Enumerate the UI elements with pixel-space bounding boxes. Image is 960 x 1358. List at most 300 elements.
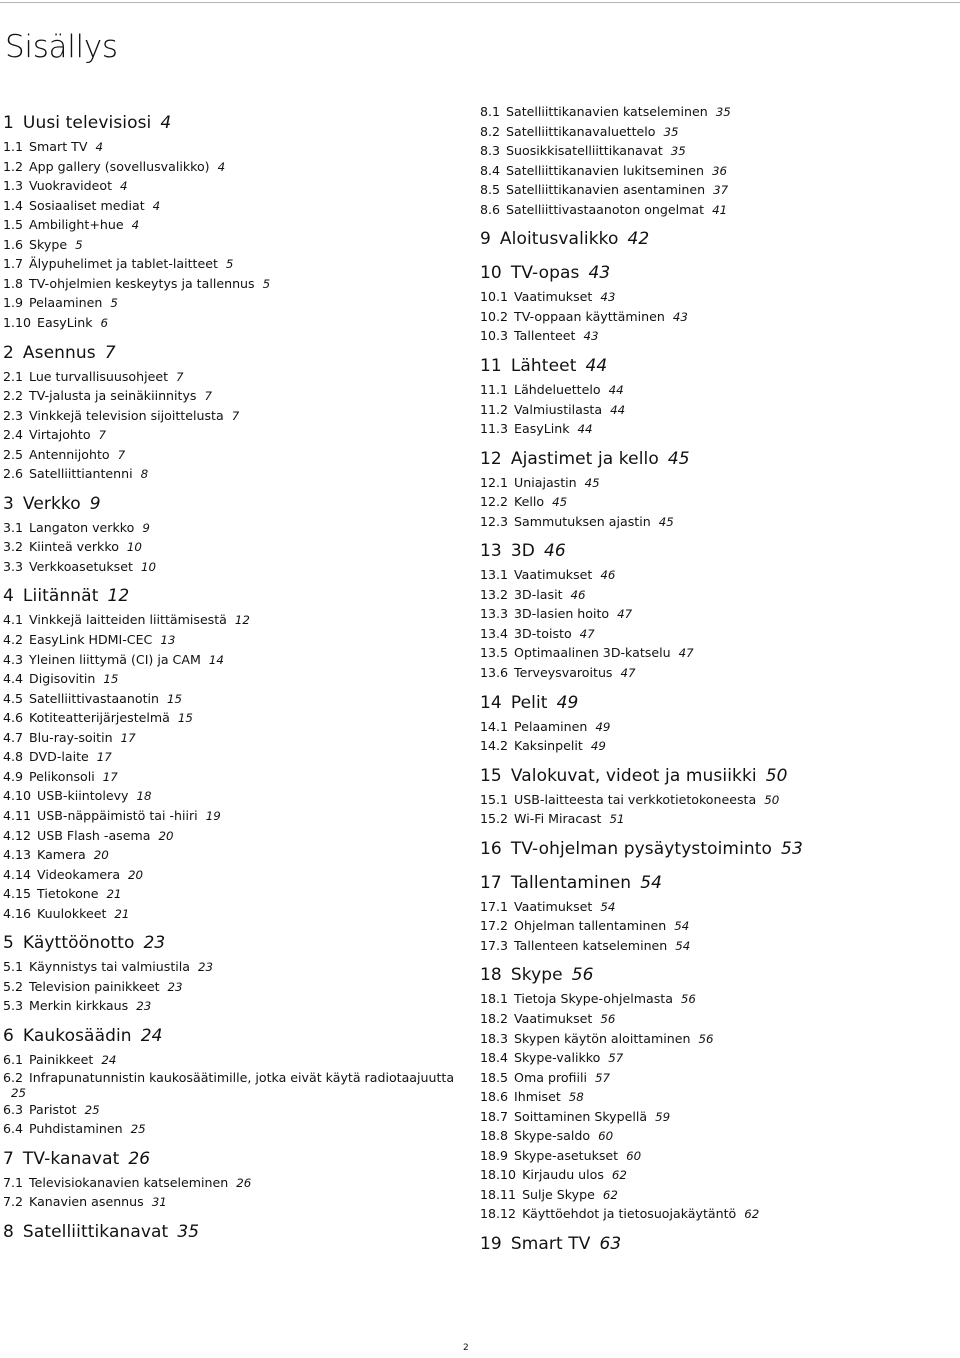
toc-subsection[interactable] [3, 905, 129, 923]
toc-subsection[interactable] [3, 787, 152, 805]
toc-entry-number: 15.2 [480, 811, 509, 827]
toc-subsection[interactable] [3, 651, 224, 669]
toc-subsection[interactable] [480, 288, 615, 306]
toc-entry-title: Vaatimukset [514, 567, 593, 583]
toc-entry-number: 4.11 [3, 807, 32, 823]
toc-entry-page: 17 [96, 750, 112, 765]
toc-entry-title: Kaukosäädin [22, 1025, 132, 1046]
toc-subsection[interactable] [3, 729, 136, 747]
toc-entry-page: 5 [262, 276, 271, 291]
toc-subsection[interactable] [3, 1101, 100, 1119]
toc-entry-page: 31 [151, 1195, 167, 1210]
toc-subsection[interactable] [480, 493, 567, 511]
toc-entry-number: 1.9 [3, 295, 24, 311]
toc-entry-number: 18.10 [480, 1167, 517, 1183]
toc-entry-page: 49 [595, 719, 611, 734]
toc-section[interactable] [480, 692, 578, 714]
toc-entry-page: 50 [765, 765, 788, 786]
toc-entry-page: 7 [231, 408, 240, 423]
toc-entry-number: 2 [3, 342, 14, 363]
toc-subsection[interactable] [480, 1147, 641, 1165]
toc-entry-title: 3D-lasit [514, 586, 563, 602]
toc-subsection[interactable] [3, 1051, 116, 1069]
toc-entry-title: Valokuvat, videot ja musiikki [510, 765, 757, 786]
toc-entry-title: Sulje Skype [522, 1186, 595, 1202]
toc-entry-title: Tallentaminen [510, 872, 632, 893]
toc-section[interactable] [480, 765, 788, 787]
toc-entry-number: 4.1 [3, 612, 24, 628]
toc-section[interactable] [480, 262, 610, 284]
toc-entry-title: Kaksinpelit [514, 738, 583, 754]
toc-subsection[interactable] [480, 917, 689, 935]
toc-entry-title: Satelliittikanavien asentaminen [506, 182, 706, 198]
toc-entry-number: 2.3 [3, 407, 24, 423]
toc-subsection[interactable] [3, 314, 108, 332]
toc-subsection[interactable] [3, 197, 160, 215]
toc-entry-title: Merkin kirkkaus [29, 998, 129, 1014]
toc-subsection[interactable] [3, 177, 128, 195]
toc-entry-title: Skype-valikko [514, 1050, 601, 1066]
toc-subsection[interactable] [480, 1127, 613, 1145]
toc-subsection[interactable] [3, 1120, 146, 1138]
toc-subsection[interactable] [480, 181, 728, 199]
toc-subsection[interactable] [480, 586, 586, 604]
toc-entry-page: 19 [205, 808, 221, 823]
toc-entry-page: 44 [610, 402, 626, 417]
toc-entry-title: Televisiokanavien katseleminen [29, 1174, 229, 1190]
toc-entry-page: 4 [217, 159, 226, 174]
toc-entry-page: 13 [160, 633, 176, 647]
toc-entry-number: 4.2 [3, 632, 24, 647]
toc-entry-title: TV-oppaan käyttäminen [514, 308, 665, 324]
toc-entry-number: 5.2 [3, 978, 24, 994]
toc-entry-title: Skypen käytön aloittaminen [514, 1030, 691, 1046]
toc-section[interactable] [480, 355, 607, 377]
toc-entry-number: 15.1 [480, 791, 509, 807]
toc-entry-title: Tallenteen katseleminen [514, 937, 668, 953]
toc-entry-number: 18.11 [480, 1186, 517, 1202]
toc-subsection[interactable] [480, 474, 600, 492]
toc-entry-number: 13.4 [480, 625, 509, 641]
toc-entry-title: Skype-asetukset [514, 1147, 619, 1163]
toc-entry-title: Vinkkejä laitteiden liittämisestä [29, 612, 227, 628]
toc-subsection[interactable] [480, 1030, 713, 1048]
toc-entry-title: Uniajastin [514, 474, 577, 490]
toc-entry-page: 44 [577, 422, 593, 437]
toc-subsection[interactable] [3, 294, 118, 312]
toc-entry-number: 7.2 [3, 1194, 24, 1210]
toc-subsection[interactable] [3, 997, 151, 1015]
toc-entry-page: 60 [626, 1148, 642, 1163]
toc-entry-title: Pelit [510, 692, 548, 713]
toc-entry-page: 25 [130, 1122, 146, 1137]
toc-subsection[interactable] [3, 519, 150, 537]
toc-subsection[interactable] [480, 308, 688, 326]
toc-entry-page: 18 [136, 789, 152, 804]
toc-entry-number: 11.2 [480, 401, 509, 417]
toc-entry-title: Satelliittivastaanotin [29, 690, 160, 706]
toc-subsection[interactable] [480, 1205, 759, 1223]
toc-entry-number: 18.8 [480, 1128, 509, 1144]
toc-entry-number: 10.2 [480, 308, 509, 324]
toc-subsection[interactable] [3, 138, 103, 156]
toc-entry-title: Paristot [29, 1101, 77, 1117]
toc-entry-page: 35 [670, 144, 686, 159]
toc-entry-title: Satelliittikanavien katseleminen [506, 104, 708, 119]
toc-entry-page: 7 [204, 389, 213, 404]
toc-entry-page: 54 [600, 899, 616, 914]
toc-entry-number: 1 [3, 113, 14, 133]
toc-entry-page: 62 [744, 1207, 760, 1222]
toc-entry-number: 11.3 [480, 421, 509, 437]
toc-entry-page: 10 [126, 540, 142, 555]
toc-entry-title: Sammutuksen ajastin [514, 513, 651, 529]
toc-entry-page: 43 [588, 263, 611, 284]
toc-subsection[interactable] [480, 162, 727, 180]
toc-entry-number: 7.1 [3, 1174, 24, 1190]
toc-entry-page: 9 [142, 520, 150, 535]
toc-subsection[interactable] [480, 791, 779, 809]
toc-subsection[interactable] [480, 1108, 670, 1126]
toc-subsection[interactable] [480, 201, 727, 219]
toc-section[interactable] [3, 112, 171, 134]
toc-entry-number: 17.2 [480, 918, 509, 934]
toc-entry-page: 21 [106, 887, 122, 902]
toc-entry-title: TV-kanavat [22, 1148, 120, 1169]
toc-section[interactable] [3, 493, 101, 515]
toc-entry-title: Ajastimet ja kello [510, 448, 659, 469]
toc-entry-title: Virtajohto [29, 427, 91, 443]
toc-subsection[interactable] [3, 768, 118, 786]
toc-section[interactable] [3, 1221, 199, 1243]
toc-subsection[interactable] [480, 566, 615, 584]
toc-entry-title: Tietoja Skype-ohjelmasta [514, 991, 673, 1007]
toc-entry-title: Vaatimukset [514, 1010, 593, 1026]
toc-entry-number: 3.1 [3, 519, 24, 535]
toc-entry-title: Satelliittikanavat [22, 1221, 169, 1242]
toc-entry-title: Painikkeet [29, 1051, 94, 1067]
toc-entry-page: 17 [120, 730, 136, 745]
toc-entry-title: Puhdistaminen [29, 1121, 123, 1137]
toc-entry-title: Vinkkejä television sijoittelusta [29, 407, 224, 423]
toc-entry-page: 15 [177, 711, 193, 726]
toc-entry-title: Satelliittikanavien lukitseminen [506, 162, 704, 178]
toc-entry-title: Suosikkisatelliittikanavat [506, 143, 663, 159]
toc-section[interactable] [480, 872, 662, 894]
toc-section[interactable] [480, 1233, 621, 1255]
toc-entry-number: 4.15 [3, 886, 32, 902]
toc-entry-title: Asennus [22, 342, 96, 363]
toc-subsection[interactable] [480, 1049, 623, 1067]
toc-entry-number: 4.10 [3, 788, 32, 804]
toc-entry-number: 6.2 [3, 1070, 24, 1086]
toc-entry-number: 1.1 [3, 139, 24, 154]
toc-entry-number: 19 [480, 1234, 502, 1254]
toc-subsection[interactable] [480, 513, 674, 531]
toc-entry-title: Vaatimukset [514, 289, 593, 305]
toc-entry-page: 25 [84, 1102, 100, 1117]
toc-subsection[interactable] [480, 327, 599, 345]
toc-section[interactable] [3, 1148, 150, 1170]
toc-entry-number: 1.4 [3, 197, 24, 213]
toc-entry-number: 18.9 [480, 1147, 509, 1163]
toc-subsection[interactable] [3, 690, 182, 708]
toc-subsection[interactable] [480, 401, 625, 419]
toc-entry-number: 8 [3, 1221, 14, 1242]
toc-entry-page: 7 [176, 369, 184, 384]
toc-entry-number: 10.3 [480, 328, 509, 344]
toc-entry-title: TV-opas [510, 263, 580, 284]
toc-subsection[interactable] [3, 827, 173, 845]
toc-subsection[interactable] [3, 216, 139, 234]
toc-entry-number: 8.1 [480, 104, 501, 119]
toc-entry-page: 56 [571, 965, 594, 986]
toc-entry-title: Langaton verkko [29, 519, 135, 535]
toc-section[interactable] [480, 228, 649, 250]
toc-entry-page: 51 [609, 812, 625, 827]
toc-subsection[interactable] [480, 142, 686, 160]
toc-entry-number: 13.6 [480, 665, 509, 680]
toc-subsection[interactable] [3, 807, 221, 825]
toc-entry-number: 2.5 [3, 446, 24, 462]
toc-subsection[interactable] [3, 387, 212, 405]
toc-entry-page: 10 [140, 559, 156, 574]
toc-subsection[interactable] [480, 990, 696, 1008]
toc-subsection[interactable] [3, 611, 250, 629]
toc-section[interactable] [480, 838, 803, 860]
toc-entry-number: 8.6 [480, 201, 501, 217]
toc-entry-page: 35 [715, 105, 731, 119]
toc-entry-page: 14 [208, 652, 224, 667]
toc-entry-number: 2.2 [3, 388, 24, 404]
toc-entry-number: 4.13 [3, 847, 32, 863]
toc-entry-page: 4 [152, 198, 161, 213]
toc-entry-number: 4.3 [3, 651, 24, 667]
toc-subsection[interactable] [480, 103, 731, 121]
toc-subsection[interactable] [3, 748, 112, 766]
toc-entry-number: 13.1 [480, 567, 509, 583]
toc-entry-number: 9 [480, 229, 491, 250]
toc-entry-page: 17 [102, 769, 118, 784]
toc-subsection[interactable] [480, 1186, 618, 1204]
toc-entry-page: 45 [552, 495, 568, 510]
toc-subsection[interactable] [3, 538, 142, 556]
toc-entry-title: EasyLink [514, 421, 570, 437]
toc-section[interactable] [480, 964, 594, 986]
toc-entry-page: 4 [95, 140, 103, 154]
toc-entry-number: 13.5 [480, 645, 509, 661]
toc-section[interactable] [480, 540, 566, 562]
toc-entry-title: Oma profiili [514, 1069, 587, 1085]
toc-entry-title: Television painikkeet [29, 978, 160, 994]
toc-entry-number: 6 [3, 1025, 14, 1046]
toc-entry-page: 20 [128, 867, 144, 882]
toc-entry-page: 35 [663, 124, 679, 139]
toc-subsection[interactable] [480, 625, 595, 643]
toc-entry-number: 18.7 [480, 1108, 509, 1124]
toc-subsection[interactable] [3, 978, 183, 996]
toc-entry-number: 16 [480, 838, 502, 859]
toc-subsection[interactable] [480, 605, 632, 623]
toc-subsection[interactable] [3, 236, 83, 254]
toc-entry-number: 1.6 [3, 236, 24, 252]
toc-entry-number: 13.3 [480, 606, 509, 622]
toc-subsection[interactable] [3, 407, 239, 425]
toc-entry-page: 36 [711, 163, 727, 178]
toc-subsection[interactable] [3, 709, 193, 727]
toc-entry-page: 57 [608, 1051, 624, 1066]
toc-entry-number: 17.1 [480, 898, 509, 914]
toc-entry-title: TV-ohjelmien keskeytys ja tallennus [29, 275, 255, 291]
toc-subsection[interactable] [480, 718, 610, 736]
toc-entry-title: Kuulokkeet [37, 905, 107, 921]
toc-entry-title: TV-ohjelman pysäytystoiminto [510, 838, 773, 859]
toc-subsection[interactable] [3, 158, 225, 176]
toc-entry-title: Yleinen liittymä (CI) ja CAM [29, 651, 201, 667]
toc-entry-title: EasyLink [37, 314, 93, 330]
toc-entry-title: Ohjelman tallentaminen [514, 918, 667, 934]
toc-subsection[interactable] [3, 465, 148, 483]
toc-subsection[interactable] [480, 123, 679, 141]
toc-entry-page: 15 [167, 691, 183, 706]
toc-entry-page: 46 [570, 587, 586, 602]
toc-subsection[interactable] [480, 664, 636, 682]
toc-subsection[interactable] [3, 1070, 463, 1101]
toc-subsection[interactable] [480, 898, 615, 916]
toc-section[interactable] [3, 585, 129, 607]
toc-entry-page: 47 [617, 607, 633, 622]
toc-subsection[interactable] [480, 937, 690, 955]
toc-section[interactable] [3, 932, 165, 954]
toc-entry-page: 20 [93, 848, 109, 863]
toc-entry-title: Liitännät [22, 586, 99, 607]
toc-subsection[interactable] [3, 368, 184, 386]
toc-entry-page: 23 [143, 933, 166, 954]
toc-entry-title: Kanavien asennus [29, 1194, 144, 1210]
toc-subsection[interactable] [480, 1166, 627, 1184]
toc-entry-title: Kello [514, 494, 545, 510]
toc-subsection[interactable] [3, 885, 122, 903]
toc-entry-number: 7 [3, 1148, 14, 1169]
toc-subsection[interactable] [480, 737, 606, 755]
toc-subsection[interactable] [3, 846, 109, 864]
toc-entry-number: 6.1 [3, 1051, 24, 1067]
toc-entry-page: 24 [101, 1052, 117, 1067]
toc-entry-page: 9 [89, 493, 101, 514]
toc-entry-title: Kiinteä verkko [29, 539, 119, 555]
toc-subsection[interactable] [480, 381, 624, 399]
toc-entry-page: 63 [599, 1234, 622, 1254]
toc-entry-number: 13.2 [480, 586, 509, 602]
toc-subsection[interactable] [480, 1088, 584, 1106]
toc-entry-page: 46 [600, 568, 616, 583]
toc-section[interactable] [480, 448, 690, 470]
toc-section[interactable] [3, 342, 116, 364]
toc-entry-page: 5 [75, 237, 83, 252]
top-rule [0, 2, 960, 3]
toc-entry-title: Soittaminen Skypellä [514, 1108, 648, 1124]
toc-entry-page: 45 [658, 514, 674, 529]
toc-entry-title: USB-näppäimistö tai -hiiri [37, 807, 198, 823]
toc-entry-number: 2.6 [3, 466, 24, 482]
toc-entry-page: 42 [627, 229, 650, 250]
toc-entry-number: 3.3 [3, 558, 24, 574]
toc-entry-page: 25 [11, 1086, 27, 1101]
toc-entry-title: Skype-saldo [514, 1128, 591, 1144]
toc-entry-page: 24 [140, 1025, 163, 1046]
toc-entry-title: Verkkoasetukset [29, 558, 133, 574]
toc-entry-number: 6.3 [3, 1101, 24, 1117]
toc-entry-number: 10 [480, 263, 502, 284]
toc-entry-title: Vaatimukset [514, 898, 593, 914]
toc-entry-number: 4.14 [3, 866, 32, 882]
toc-entry-number: 18.5 [480, 1069, 509, 1085]
toc-entry-number: 10.1 [480, 289, 509, 305]
toc-entry-number: 14 [480, 692, 502, 713]
toc-subsection[interactable] [480, 420, 593, 438]
toc-entry-title: Sosiaaliset mediat [29, 197, 145, 213]
toc-entry-title: USB-laitteesta tai verkkotietokoneesta [514, 791, 757, 807]
toc-entry-title: TV-jalusta ja seinäkiinnitys [29, 388, 197, 404]
toc-entry-number: 5.1 [3, 959, 24, 975]
toc-entry-page: 5 [110, 296, 118, 311]
toc-subsection[interactable] [480, 1069, 610, 1087]
toc-entry-page: 62 [602, 1187, 618, 1202]
toc-entry-title: Terveysvaroitus [514, 665, 613, 680]
toc-section[interactable] [3, 1025, 163, 1047]
toc-subsection[interactable] [3, 558, 156, 576]
toc-entry-page: 49 [556, 692, 579, 713]
toc-entry-title: Kamera [37, 847, 86, 863]
toc-subsection[interactable] [3, 446, 125, 464]
toc-entry-number: 4.4 [3, 671, 24, 687]
toc-subsection[interactable] [3, 1174, 251, 1192]
toc-entry-title: Kotiteatterijärjestelmä [29, 710, 170, 726]
toc-subsection[interactable] [480, 810, 625, 828]
toc-entry-number: 18 [480, 965, 502, 986]
toc-entry-number: 17 [480, 872, 502, 893]
toc-subsection[interactable] [3, 866, 143, 884]
toc-subsection[interactable] [3, 958, 213, 976]
toc-entry-page: 50 [764, 792, 780, 807]
toc-entry-number: 14.1 [480, 718, 509, 734]
toc-entry-page: 43 [672, 309, 688, 324]
toc-subsection[interactable] [480, 1010, 615, 1028]
toc-entry-page: 54 [675, 938, 691, 953]
toc-entry-title: Videokamera [37, 866, 121, 882]
toc-subsection[interactable] [3, 1193, 167, 1211]
toc-entry-number: 1.10 [3, 314, 32, 330]
toc-entry-title: Optimaalinen 3D-katselu [514, 645, 671, 661]
toc-entry-page: 4 [160, 113, 172, 133]
toc-entry-page: 5 [225, 257, 234, 272]
toc-entry-page: 21 [114, 906, 130, 921]
toc-entry-page: 43 [600, 290, 616, 305]
toc-entry-title: Digisovitin [29, 671, 96, 687]
toc-entry-number: 18.2 [480, 1010, 509, 1026]
toc-subsection[interactable] [3, 670, 118, 688]
toc-entry-page: 57 [594, 1070, 610, 1085]
toc-entry-title: Pelaaminen [29, 295, 103, 311]
toc-subsection[interactable] [3, 255, 233, 273]
toc-entry-title: Kirjaudu ulos [522, 1167, 604, 1183]
toc-subsection[interactable] [3, 275, 270, 293]
toc-subsection[interactable] [480, 644, 694, 662]
toc-entry-title: Smart TV [29, 139, 88, 154]
toc-entry-page: 12 [234, 613, 250, 628]
toc-subsection[interactable] [3, 426, 106, 444]
toc-subsection[interactable] [3, 631, 175, 649]
